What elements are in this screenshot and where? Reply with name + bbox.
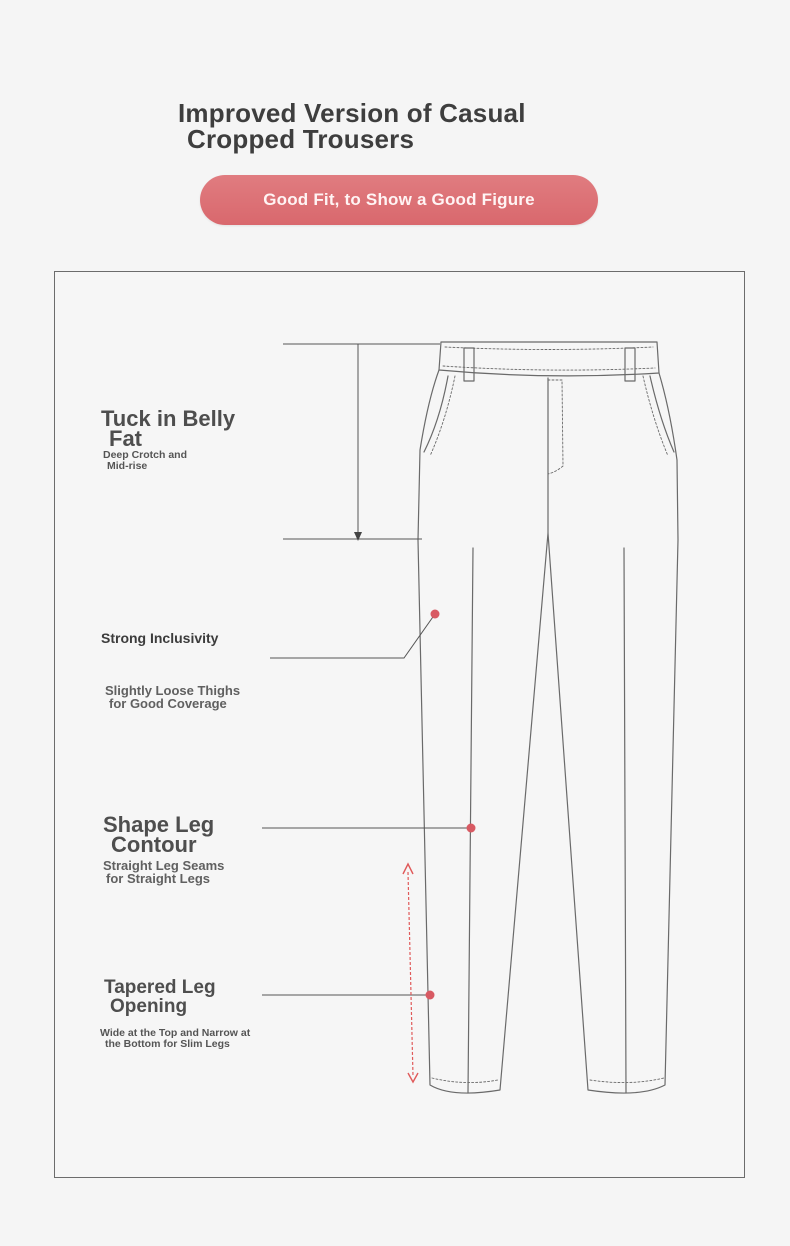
feature-tapered-title-1: Tapered Leg: [104, 977, 216, 998]
feature-belly-desc-1: Deep Crotch and: [103, 449, 188, 461]
feature-contour: [103, 812, 225, 886]
rise-measurement: [283, 344, 440, 539]
page-title-line-2: Cropped Trousers: [187, 124, 415, 154]
pocket-left: [424, 376, 448, 452]
crease-left: [468, 548, 473, 1093]
double-arrow-icon: [403, 864, 418, 1082]
fit-highlight-badge: Good Fit, to Show a Good Figure: [200, 175, 598, 225]
feature-belly-title-2: Fat: [109, 426, 142, 451]
contour-marker: [467, 824, 476, 833]
feature-belly-desc-2: Mid-rise: [107, 460, 148, 472]
feature-tapered-desc-1: Wide at the Top and Narrow at: [100, 1027, 251, 1039]
feature-contour-title-1: Shape Leg: [103, 812, 215, 837]
inclusivity-leader: [270, 614, 435, 658]
feature-tapered-desc-2: the Bottom for Slim Legs: [105, 1038, 230, 1050]
inclusivity-marker: [431, 610, 440, 619]
feature-inclusivity-description: [105, 684, 240, 710]
waistband-outline: [439, 342, 659, 376]
belt-loop-right: [625, 348, 635, 381]
feature-inclusivity: [101, 630, 218, 646]
pocket-right-stitch: [643, 376, 668, 456]
hem-left-stitch: [432, 1078, 498, 1083]
hem-right-stitch: [590, 1078, 664, 1083]
feature-tapered: [104, 978, 216, 1016]
fly-stitch: [548, 380, 563, 474]
feature-contour-title-2: Contour: [111, 832, 197, 857]
pocket-right: [650, 376, 674, 452]
waistband-stitch-lower: [443, 366, 655, 370]
feature-contour-desc-1: Straight Leg Seams: [103, 858, 225, 873]
crease-right: [624, 548, 626, 1093]
feature-tapered-description: [100, 1028, 250, 1050]
down-arrow-icon: [354, 532, 362, 541]
feature-belly-title-1: Tuck in Belly: [101, 406, 236, 431]
feature-inclusivity-desc-1: Slightly Loose Thighs: [105, 683, 241, 698]
feature-contour-desc-2: for Straight Legs: [106, 871, 211, 886]
feature-belly: [101, 406, 236, 472]
page-title-line-1: Improved Version of Casual: [178, 98, 526, 128]
feature-tapered-title-2: Opening: [110, 996, 188, 1017]
belt-loop-left: [464, 348, 474, 381]
feature-inclusivity-title: Strong Inclusivity: [101, 630, 219, 646]
waistband-stitch: [445, 347, 653, 350]
tapered-marker: [426, 991, 435, 1000]
feature-inclusivity-desc-2: for Good Coverage: [109, 696, 227, 711]
